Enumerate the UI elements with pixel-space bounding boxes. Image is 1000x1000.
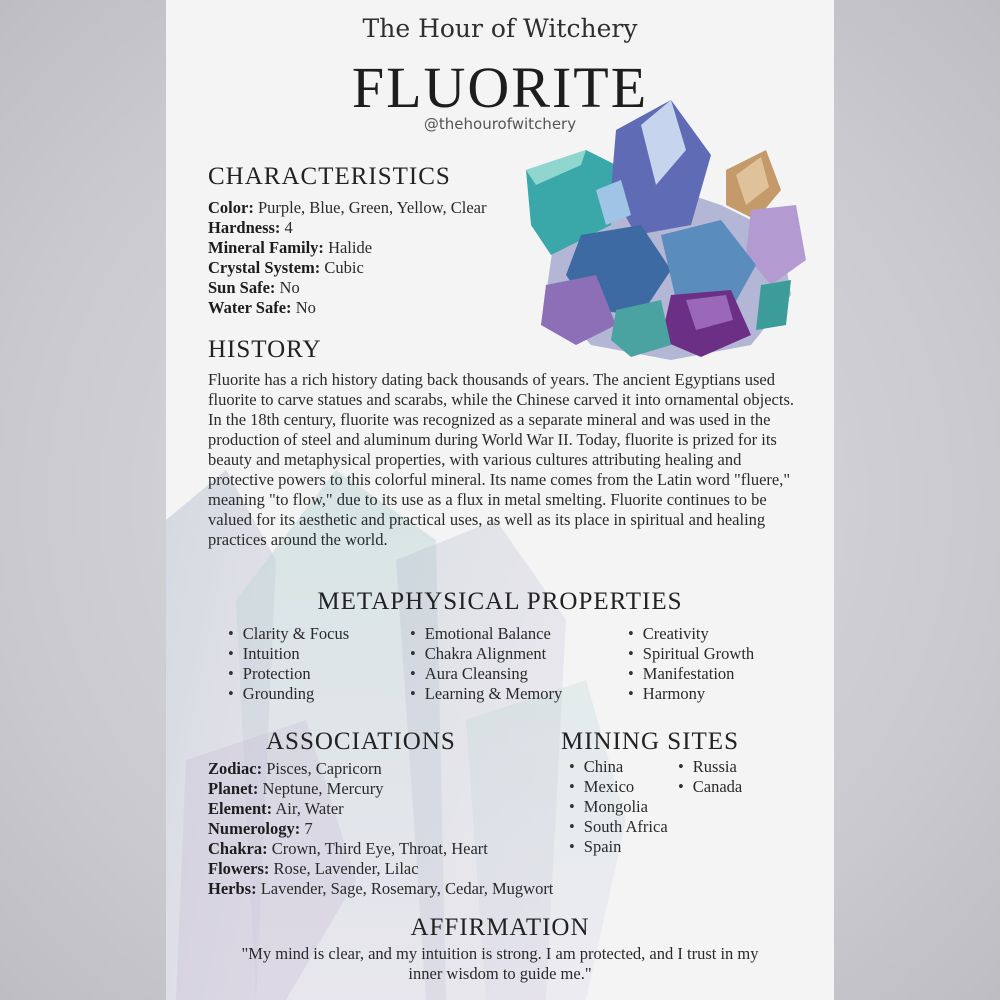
- characteristic-label: Mineral Family:: [208, 238, 324, 257]
- list-item: • Chakra Alignment: [410, 644, 562, 664]
- characteristic-row: [208, 198, 486, 218]
- fluorite-info-card: [166, 0, 834, 1000]
- characteristic-label: Water Safe:: [208, 298, 292, 317]
- characteristic-row: [208, 298, 486, 318]
- associations-heading: ASSOCIATIONS: [266, 728, 456, 755]
- fluorite-crystal-illustration: [521, 95, 811, 365]
- brand-name: The Hour of Witchery: [362, 14, 638, 43]
- list-item: • Manifestation: [628, 664, 754, 684]
- list-item: • Canada: [678, 777, 742, 797]
- characteristic-label: Crystal System:: [208, 258, 321, 277]
- association-row: [208, 879, 553, 899]
- list-item: • Grounding: [228, 684, 349, 704]
- characteristic-row: [208, 258, 486, 278]
- list-item: • Clarity & Focus: [228, 624, 349, 644]
- association-row: [208, 819, 553, 839]
- list-item: • Spiritual Growth: [628, 644, 754, 664]
- characteristic-value: 4: [284, 218, 293, 237]
- list-item: • Creativity: [628, 624, 754, 644]
- list-item: • Emotional Balance: [410, 624, 562, 644]
- affirmation-heading: AFFIRMATION: [410, 914, 590, 941]
- social-handle: @thehourofwitchery: [423, 115, 577, 133]
- association-row: [208, 859, 553, 879]
- characteristic-value: No: [295, 298, 316, 317]
- mining-sites-heading: MINING SITES: [561, 728, 739, 755]
- list-item: • South Africa: [569, 817, 668, 837]
- metaphysical-column-2: [410, 624, 562, 704]
- list-item: • Aura Cleansing: [410, 664, 562, 684]
- association-value: Crown, Third Eye, Throat, Heart: [271, 839, 488, 858]
- history-heading: HISTORY: [208, 336, 322, 363]
- list-item: • China: [569, 757, 668, 777]
- list-item: • Protection: [228, 664, 349, 684]
- characteristic-value: Cubic: [324, 258, 364, 277]
- characteristic-row: [208, 278, 486, 298]
- mining-sites-column-1: [569, 757, 668, 857]
- association-label: Zodiac:: [208, 759, 263, 778]
- association-row: [208, 759, 553, 779]
- association-label: Chakra:: [208, 839, 268, 858]
- association-row: [208, 779, 553, 799]
- association-value: Neptune, Mercury: [262, 779, 384, 798]
- association-row: [208, 799, 553, 819]
- characteristic-label: Color:: [208, 198, 254, 217]
- list-item: • Russia: [678, 757, 742, 777]
- association-label: Flowers:: [208, 859, 270, 878]
- association-label: Numerology:: [208, 819, 301, 838]
- metaphysical-column-1: [228, 624, 349, 704]
- metaphysical-column-3: [628, 624, 754, 704]
- list-item: • Harmony: [628, 684, 754, 704]
- characteristics-heading: CHARACTERISTICS: [208, 163, 451, 190]
- metaphysical-heading: METAPHYSICAL PROPERTIES: [317, 588, 683, 615]
- characteristics-list: [208, 198, 486, 318]
- list-item: • Intuition: [228, 644, 349, 664]
- characteristic-label: Hardness:: [208, 218, 281, 237]
- association-label: Element:: [208, 799, 273, 818]
- list-item: • Learning & Memory: [410, 684, 562, 704]
- history-paragraph: Fluorite has a rich history dating back thousands of years. The ancient Egyptians used fluorite to carve statues and scarabs, while the Chinese carved it into ornamental objects. In the 18th century, fluorite was recognized as a separate mineral and was used in the production of steel and aluminum during World War II. Today, fluorite is prized for its beauty and metaphysical properties, with various cultures attributing healing and protective powers to this colorful mineral. Its name comes from the Latin word "fluere," meaning "to flow," due to its use as a flux in metal smelting. Fluorite continues to be valued for its aesthetic and practical uses, as well as its place in spiritual and healing practices around the world.: [208, 370, 795, 549]
- list-item: • Mexico: [569, 777, 668, 797]
- association-value: 7: [304, 819, 313, 838]
- association-row: [208, 839, 553, 859]
- association-value: Rose, Lavender, Lilac: [273, 859, 419, 878]
- mining-sites-column-2: [678, 757, 742, 797]
- association-label: Planet:: [208, 779, 259, 798]
- associations-list: [208, 759, 553, 899]
- characteristic-row: [208, 238, 486, 258]
- characteristic-row: [208, 218, 486, 238]
- association-value: Air, Water: [275, 799, 344, 818]
- list-item: • Spain: [569, 837, 668, 857]
- characteristic-value: Purple, Blue, Green, Yellow, Clear: [257, 198, 487, 217]
- list-item: • Mongolia: [569, 797, 668, 817]
- page-title: FLUORITE: [351, 55, 649, 120]
- association-value: Pisces, Capricorn: [266, 759, 382, 778]
- characteristic-label: Sun Safe:: [208, 278, 276, 297]
- affirmation-text: "My mind is clear, and my intuition is strong. I am protected, and I trust in my inner wisdom to guide me.": [241, 944, 759, 983]
- characteristic-value: No: [279, 278, 300, 297]
- association-label: Herbs:: [208, 879, 257, 898]
- characteristic-value: Halide: [328, 238, 373, 257]
- association-value: Lavender, Sage, Rosemary, Cedar, Mugwort: [260, 879, 554, 898]
